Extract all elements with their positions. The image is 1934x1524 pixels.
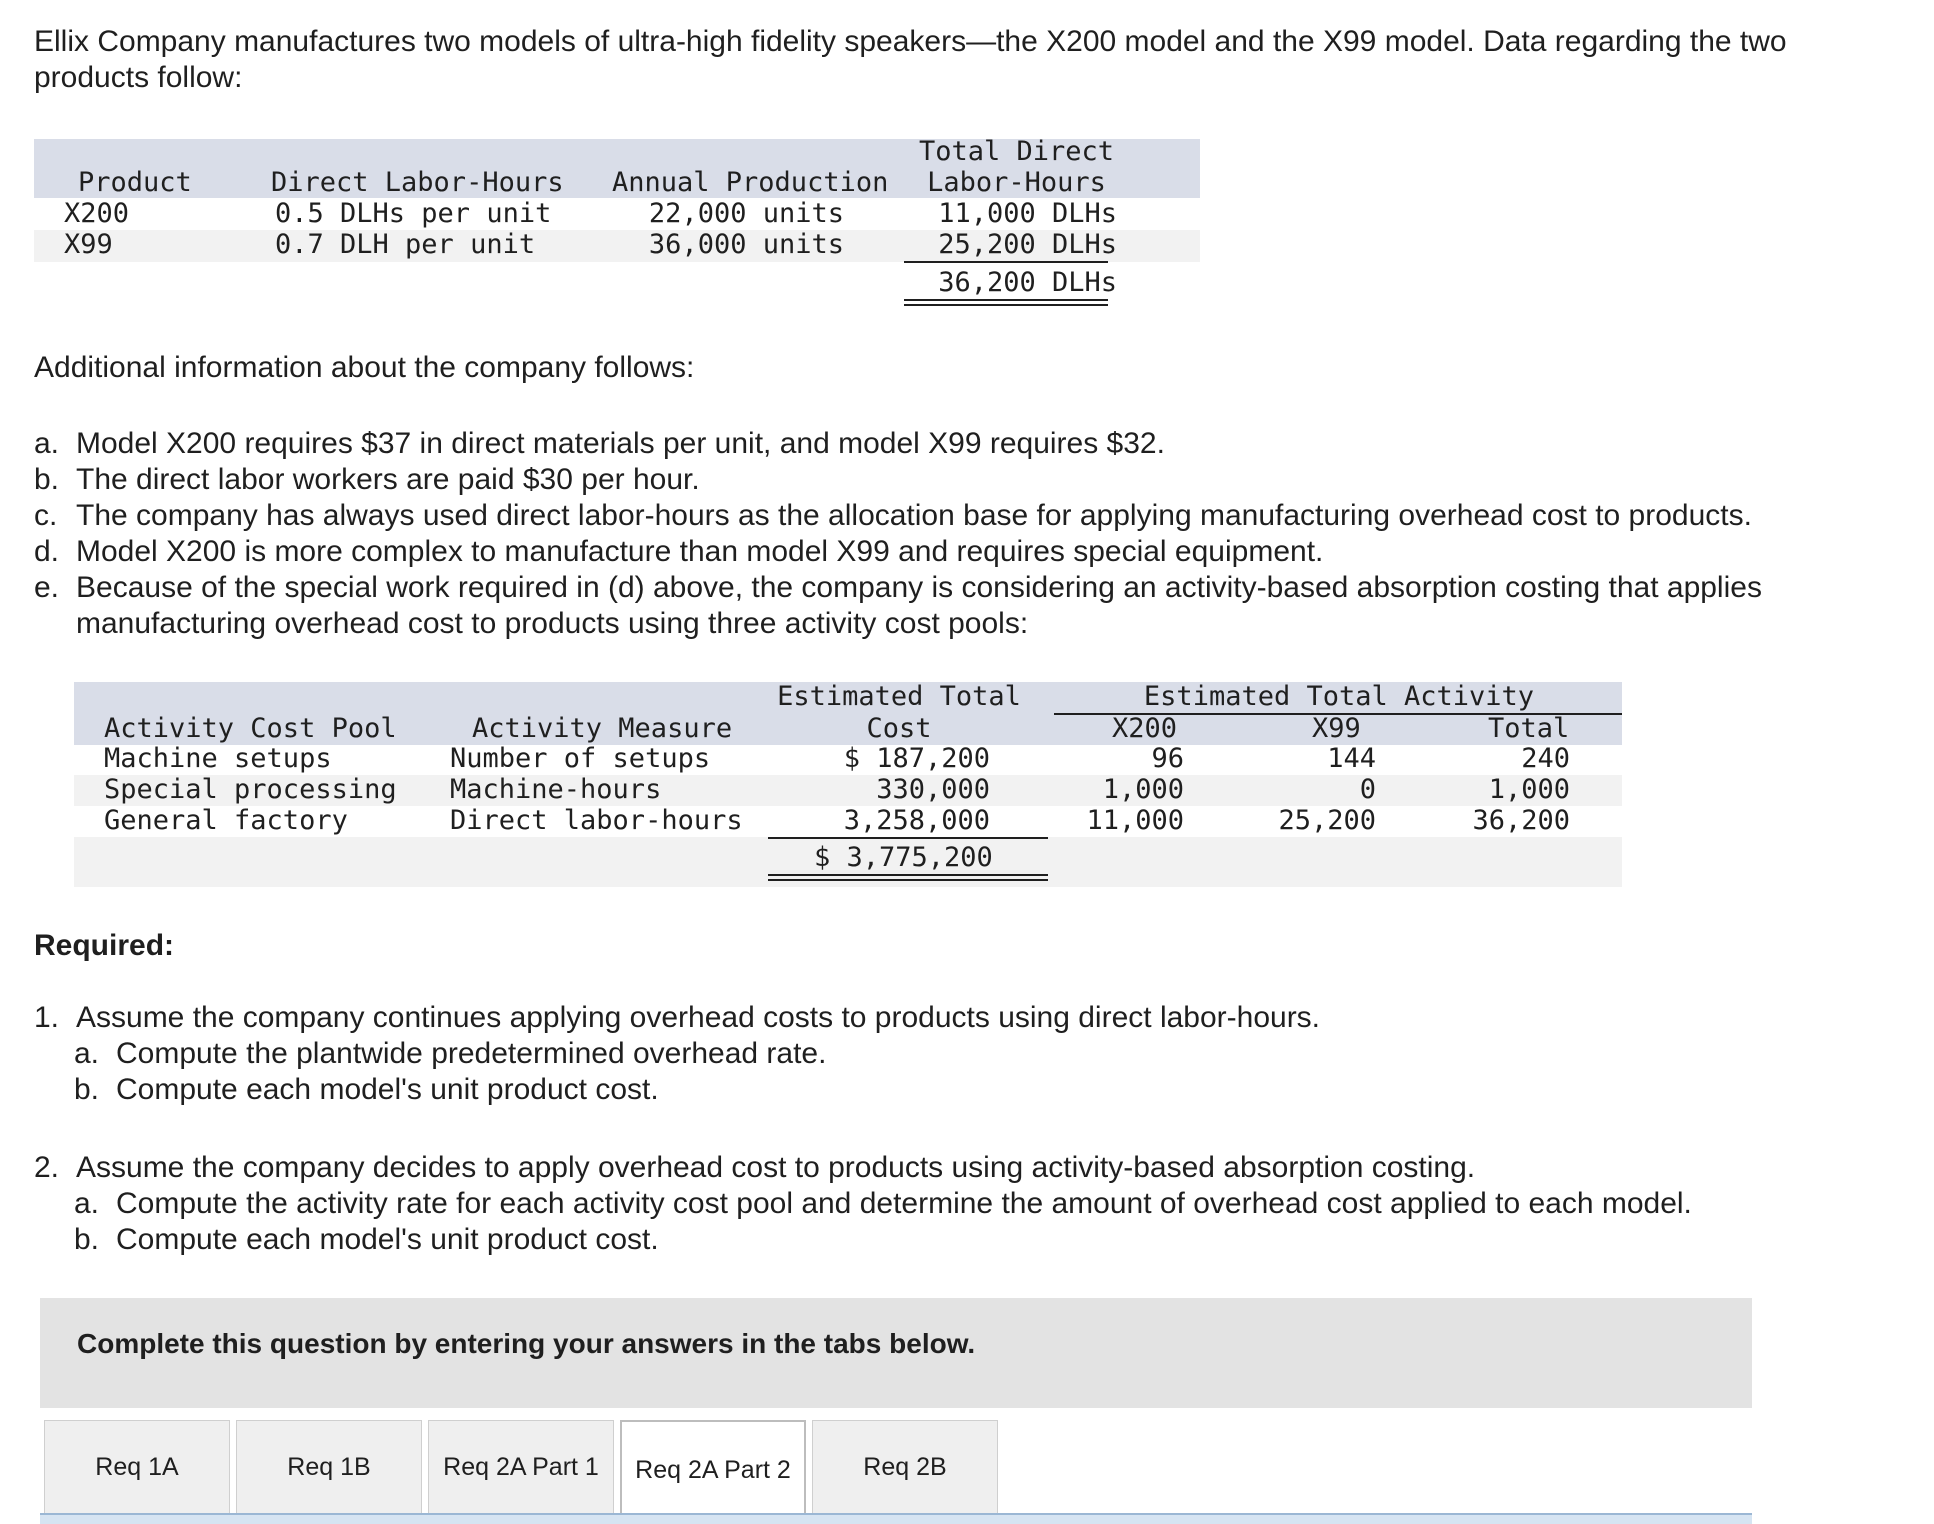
- instruction-text: Complete this question by entering your answers in the tabs below.: [77, 1328, 976, 1359]
- row-general-x200: 11,000: [1086, 805, 1184, 836]
- row-x200-dlh: 0.5 DLHs per unit: [275, 198, 552, 229]
- col-header-measure: Activity Measure: [472, 713, 733, 744]
- row-x200-annual: 22,000 units: [648, 198, 844, 229]
- subtotal-rule: [904, 261, 1108, 263]
- tab-req-1a[interactable]: Req 1A: [44, 1420, 230, 1514]
- tab-req-2a-part-2[interactable]: Req 2A Part 2: [620, 1420, 806, 1518]
- row-general-pool: General factory: [104, 805, 348, 836]
- total-double-rule: [904, 299, 1108, 306]
- row-setups-pool: Machine setups: [104, 743, 332, 774]
- row-setups-total: 240: [1521, 743, 1570, 774]
- col-header-dlh: Direct Labor-Hours: [271, 167, 564, 198]
- col-header-total: Total: [1488, 713, 1570, 744]
- tab-req-1b[interactable]: Req 1B: [236, 1420, 422, 1514]
- col-header-x99: X99: [1312, 713, 1361, 744]
- row-x99-total: 25,200 DLHs: [938, 229, 1117, 260]
- instruction-banner: [40, 1298, 1752, 1408]
- list-item: b. The direct labor workers are paid $30 per hour.: [34, 463, 700, 496]
- row-processing-cost: 330,000: [876, 774, 990, 805]
- list-item: a. Model X200 requires $37 in direct materials per unit, and model X99 requires $32.: [34, 427, 1165, 460]
- list-item: a. Compute the plantwide predetermined overhead rate.: [74, 1037, 827, 1070]
- row-x99-dlh: 0.7 DLH per unit: [275, 229, 536, 260]
- additional-heading: Additional information about the company follows:: [34, 351, 695, 384]
- product-data-table: [34, 137, 1200, 297]
- grand-total-dlh: 36,200 DLHs: [938, 267, 1117, 298]
- row-x200-total: 11,000 DLHs: [938, 198, 1117, 229]
- tab-req-2a-part-1[interactable]: Req 2A Part 1: [428, 1420, 614, 1514]
- row-general-cost: 3,258,000: [843, 805, 990, 836]
- subtotal-rule: [768, 837, 1048, 839]
- required-2: 2. Assume the company decides to apply overhead cost to products using activity-based absorption costing. a. Compute the activity rate for each activity cost pool and determine the amount of overhead cost applied to each model. b. Compute each model's unit product cost.: [34, 1150, 1904, 1258]
- col-header-product: Product: [78, 167, 192, 198]
- col-header-total-line2: Labor-Hours: [927, 167, 1106, 198]
- row-processing-x99: 0: [1359, 774, 1376, 805]
- col-header-cost-line1: Estimated Total: [777, 681, 1021, 712]
- col-header-x200: X200: [1112, 713, 1178, 744]
- tab-req-2b[interactable]: Req 2B: [812, 1420, 998, 1514]
- additional-info-list: [34, 426, 1904, 642]
- required-1: 1. Assume the company continues applying overhead costs to products using direct labor-hours. a. Compute the plantwide predetermined overhead rate. b. Compute each model's unit product cost.: [34, 1000, 1904, 1108]
- grand-total-cost: $ 3,775,200: [814, 842, 993, 873]
- row-setups-x200: 96: [1151, 743, 1184, 774]
- list-item: a. Compute the activity rate for each activity cost pool and determine the amount of overhead cost applied to each model.: [74, 1187, 1692, 1220]
- row-general-x99: 25,200: [1278, 805, 1376, 836]
- list-item: c. The company has always used direct labor-hours as the allocation base for applying manufacturing overhead cost to products.: [34, 499, 1752, 532]
- row-x200-product: X200: [64, 198, 130, 229]
- row-general-measure: Direct labor-hours: [450, 805, 743, 836]
- tab-content-edge: [40, 1513, 1752, 1524]
- required-heading: Required:: [34, 929, 175, 962]
- col-header-cost-line2: Cost: [866, 713, 932, 744]
- row-setups-measure: Number of setups: [450, 743, 711, 774]
- row-processing-x200: 1,000: [1102, 774, 1184, 805]
- row-processing-pool: Special processing: [104, 774, 397, 805]
- row-x99-product: X99: [64, 229, 113, 260]
- list-item: b. Compute each model's unit product cost.: [74, 1223, 659, 1256]
- row-processing-total: 1,000: [1488, 774, 1570, 805]
- list-item: e. Because of the special work required in (d) above, the company is considering an activity-based absorption costing that applies manufacturing overhead cost to products using three activity cost pools:: [34, 571, 1762, 640]
- row-setups-x99: 144: [1327, 743, 1376, 774]
- row-processing-measure: Machine-hours: [450, 774, 662, 805]
- list-item: b. Compute each model's unit product cost.: [74, 1073, 659, 1106]
- activity-cost-table: [74, 682, 1622, 890]
- row-x99-annual: 36,000 units: [648, 229, 844, 260]
- row-general-total: 36,200: [1472, 805, 1570, 836]
- intro-paragraph: Ellix Company manufactures two models of ultra-high fidelity speakers—the X200 model and the X99 model. Data regarding the two products follow:: [34, 25, 1787, 94]
- col-header-pool: Activity Cost Pool: [104, 713, 397, 744]
- total-double-rule: [768, 874, 1048, 881]
- col-header-activity-group: Estimated Total Activity: [1143, 681, 1535, 712]
- col-header-annual: Annual Production: [612, 167, 889, 198]
- list-item: d. Model X200 is more complex to manufacture than model X99 and requires special equipment.: [34, 535, 1324, 568]
- col-header-total-line1: Total Direct: [918, 136, 1115, 167]
- answer-tabs: [44, 1420, 1756, 1522]
- row-setups-cost: $ 187,200: [843, 743, 990, 774]
